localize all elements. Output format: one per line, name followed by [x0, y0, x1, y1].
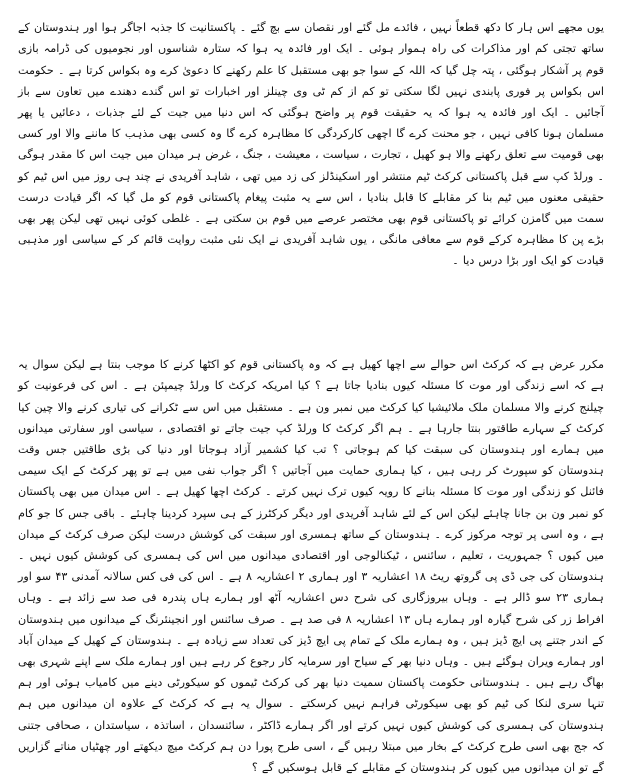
article-paragraph-2: مکرر عرض ہے کہ کرکٹ اس حوالے سے اچھا کھیل ہے کہ وہ پاکستانی قوم کو اکٹھا کرنے کا موجب بنتا ہے لیکن سوال یہ ہے کہ اسے زندگی اور موت کا مسئلہ کیوں بنادیا جاتا ہے ؟ کیا امریکہ کرکٹ کا ورلڈ چیمپئن ہے ۔ اس کی فرعونیت کو چیلنج کرنے والا مسلمان ملک ملائیشیا کیا کرکٹ میں نمبر ون ہے ۔ مستقبل میں اس سے ٹکرانے کی تیاری کرنے والا چین کیا کرکٹ کے سہارے طاقتور بنتا جارہا ہے ۔ ہم اگر کرکٹ کا ورلڈ کپ جیت جاتے تو اقتصادی ، سیاسی اور سفارتی میدانوں میں ہمارے اور ہندوستان کی سبقت کیا کم ہوجاتی ؟ تب کیا کشمیر آزاد ہوجاتا اور دنیا کی بڑی طاقتیں جس وقت ہندوستان کو سپورٹ کر رہی ہیں ، کیا ہماری حمایت میں آجاتیں ؟ اگر جواب نفی میں ہے تو پھر کرکٹ کے ایک سیمی فائنل کو زندگی اور موت کا مسئلہ بنانے کا رویہ کیوں ترک نہیں کرتے ۔ کرکٹ اچھا کھیل ہے ۔ اس میدان میں بھی پاکستان کو نمبر ون بن جانا چاہئے لیکن اس کے لئے شاہد آفریدی اور دیگر کرکٹرز کے ہی سپرد کردینا چاہئے ۔ باقی جس کا جو کام ہے ، وہ اسی پر توجہ مرکوز کرے ۔ ہندوستان کے ساتھ ہمسری اور سبقت کی کوشش درست لیکن صرف کرکٹ کے میدان میں کیوں ؟ جمہوریت ، تعلیم ، سائنس ، ٹیکنالوجی اور اقتصادی میدانوں میں اس کی ہمسری کی کوشش کیوں نہیں ۔ ہندوستان کی جی ڈی پی گروتھ ریٹ ۱۸ اعشاریہ ۳ اور ہماری ۲ اعشاریہ ۸ ہے ۔ اس کی فی کس سالانہ آمدنی ۴۳ سو اور ہماری ۲۳ سو ڈالر ہے ۔ وہاں بیروزگاری کی شرح دس اعشاریہ آٹھ اور ہمارے ہاں پندرہ فی صد سے زائد ہے ۔ وہاں افراط زر کی شرح گیارہ اور ہمارے ہاں ۱۳ اعشاریہ ۸ فی صد ہے ۔ صرف سائنس اور انجینئرنگ کے میدانوں میں ہندوستان کے اندر جتنے پی ایچ ڈیز ہیں ، وہ ہمارے ملک کے تمام پی ایچ ڈیز کی تعداد سے زیادہ ہے ۔ ہندوستان کے کھیل کے میدان آباد اور ہمارے ویران ہوگئے ہیں ۔ وہاں دنیا بھر کے سیاح اور سرمایہ کار رجوع کر رہے ہیں اور ہمارے ملک سے اپنے شہری بھی بھاگ رہے ہیں ۔ ہندوستانی حکومت پاکستان سمیت دنیا بھر کی کرکٹ ٹیموں کو سیکورٹی دینے میں کامیاب ہوئی اور ہم تنہا سری لنکا کی ٹیم کو بھی سیکورٹی فراہم نہیں کرسکتے ۔ سوال یہ ہے کہ کرکٹ کے علاوہ ان میدانوں میں ہم ہندوستان کی ہمسری کی کوشش کیوں نہیں کرتے اور اگر ہمارے ڈاکٹر ، سائنسدان ، اساتذہ ، سیاستدان ، صحافی جتنی کہ جج بھی اسی طرح کرکٹ کے بخار میں مبتلا رہیں گے ، اسی طرح پورا دن ہم کرکٹ میچ دیکھتے اور چھٹیاں مناتے گزاریں گے تو ان میدانوں میں کیوں کر ہندوستان کے مقابلے کے قابل ہوسکیں گے ؟: [18, 358, 605, 775]
article-paragraph-1: یوں مجھے اس ہار کا دکھ قطعاً نہیں ، فائدے مل گئے اور نقصان سے بچ گئے ۔ پاکستانیت کا جذبہ اجاگر ہوا اور ہندوستان کے ساتھ تجتی کم اور مذاکرات کی راہ ہموار ہوئی ۔ ایک اور فائدہ یہ ہوا کہ ستارہ شناسوں اور نجومیوں کی ڈرامہ بازی قوم پر آشکار ہوگئی ، پتہ چل گیا کہ اللہ کے سوا جو بھی مستقبل کا علم رکھنے کا دعویٰ کرے وہ بکواس کرتا ہے ۔ حکومت اس بکواس پر فوری پابندی نہیں لگا سکتی تو کم از کم ٹی وی چینلز اور اخبارات تو اس گندے دھندے میں تعاون سے باز آجائیں ۔ ایک اور فائدہ یہ ہوا کہ یہ حقیقت قوم پر واضح ہوگئی کہ اس دنیا میں جیت کے لئے جذبات ، دعائیں یا پھر مسلمان ہونا کافی نہیں ، جو محنت کرے گا اچھی کارکردگی کا مظاہرہ کرے گا وہ کسی بھی مذہب کا ماننے والا اور کسی بھی قومیت سے تعلق رکھنے والا ہو کھیل ، تجارت ، سیاست ، معیشت ، جنگ ، غرض ہر میدان میں جیت اس کا مقدر ہوگی ۔ ورلڈ کپ سے قبل پاکستانی کرکٹ ٹیم منتشر اور اسکینڈلز کی زد میں تھی ، شاہد آفریدی نے چند ہی روز میں اس ٹیم کو حقیقی معنوں میں ٹیم بنا کر مقابلے کا قابل بنادیا ، اس سے یہ مثبت پیغام پاکستانی قوم کو مل گیا کہ اگر قیادت درست سمت میں گامزن کرائے تو پاکستانی قوم بھی مختصر عرصے میں قوم بن سکتی ہے ۔ غلطی کوئی نہیں تھی لیکن پھر بھی بڑے پن کا مظاہرہ کرکے قوم سے معافی مانگی ، یوں شاہد آفریدی نے ایک نئی مثبت روایت قائم کر کے سیاسی اور مذہبی قیادت کو ایک اور بڑا درس دیا ۔: [18, 21, 604, 268]
